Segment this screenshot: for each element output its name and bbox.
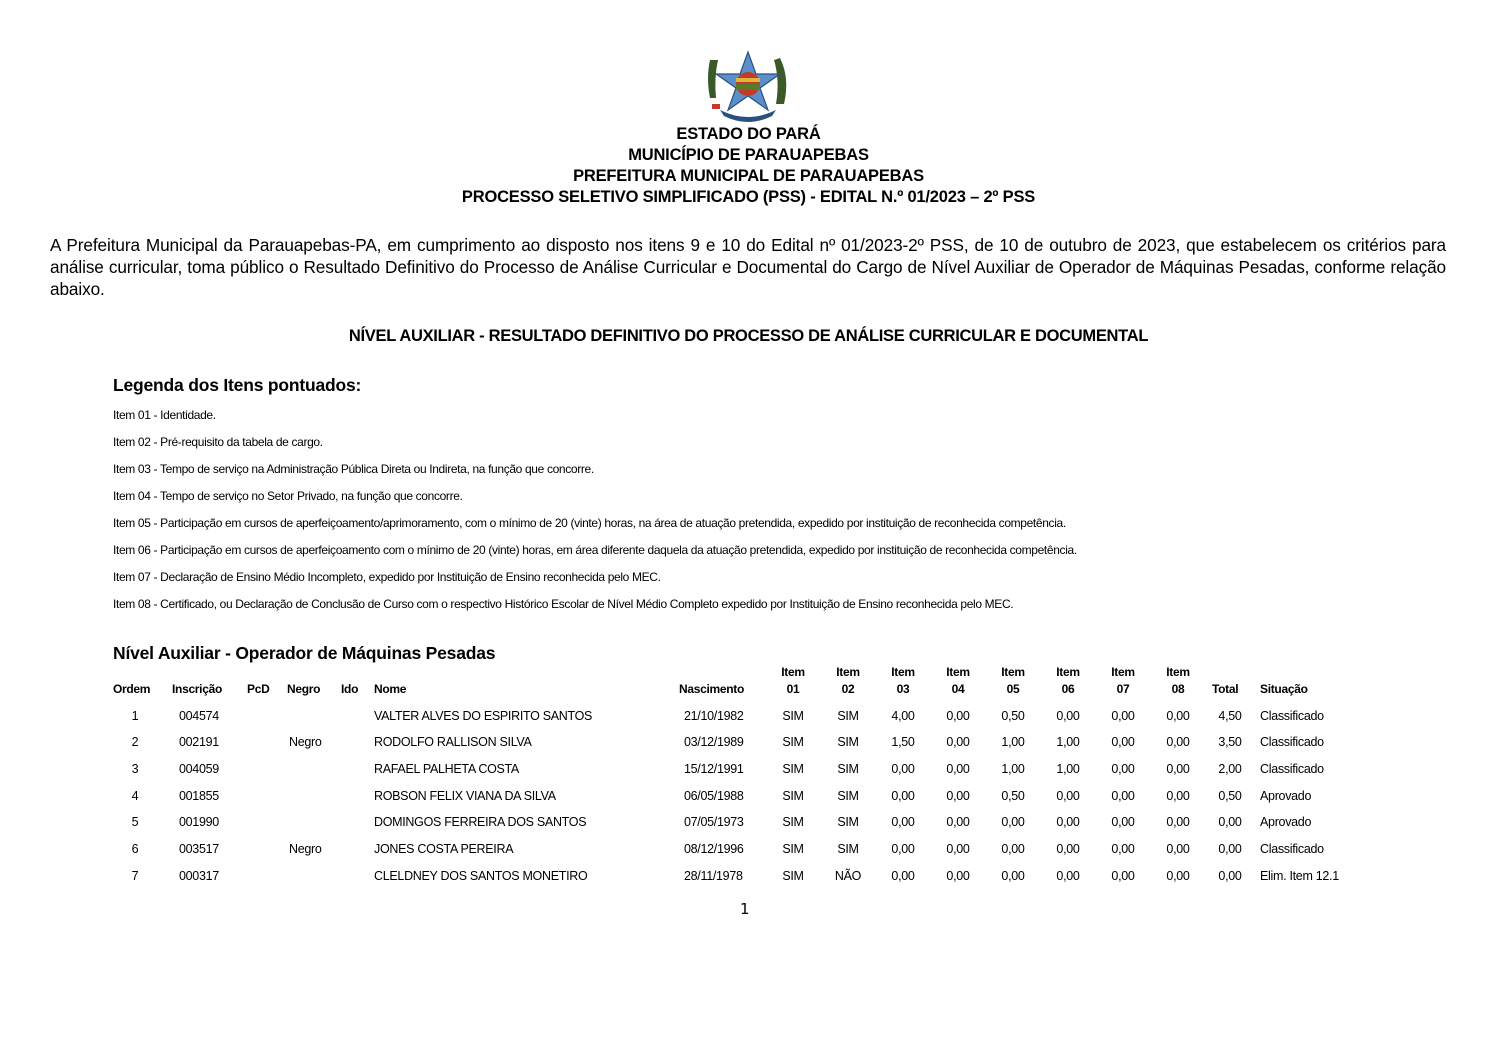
cell-ordem: 1 (131, 709, 139, 723)
cell-nascimento: 07/05/1973 (684, 815, 744, 829)
intro-paragraph: A Prefeitura Municipal da Parauapebas-PA, em cumprimento ao disposto nos itens 9 e 10 do Edital nº 01/2023-2º PSS, de 10 de outubro de 2023, que estabelecem os critérios para análise curricular, toma público o Resultado Definitivo do Processo de Análise Curricular e Documental do Cargo de Nível Auxiliar de Operador de Máquinas Pesadas, conforme relação abaixo. (50, 235, 1446, 299)
cell-item-score: SIM (837, 735, 859, 749)
col-header-nome: Nome (374, 682, 407, 696)
col-header-item-label: Item (1166, 665, 1190, 679)
cell-item-score: 0,00 (891, 869, 915, 883)
cell-item-score: SIM (837, 709, 859, 723)
cell-nome: DOMINGOS FERREIRA DOS SANTOS (374, 815, 587, 829)
col-header-ordem: Ordem (113, 682, 151, 696)
cell-total: 0,50 (1218, 789, 1242, 803)
cell-item-score: 0,00 (946, 815, 970, 829)
col-header-item-number: 06 (1061, 682, 1075, 696)
cell-situacao: Elim. Item 12.1 (1260, 869, 1339, 883)
cell-total: 0,00 (1218, 815, 1242, 829)
legend-item: Item 04 - Tempo de serviço no Setor Privado, na função que concorre. (113, 489, 463, 503)
cell-nascimento: 06/05/1988 (684, 789, 744, 803)
cell-item-score: 1,00 (1056, 762, 1080, 776)
cell-nascimento: 21/10/1982 (684, 709, 744, 723)
col-header-item-number: 04 (951, 682, 965, 696)
col-header-item-number: 08 (1171, 682, 1185, 696)
cell-item-score: 0,00 (891, 762, 915, 776)
cell-item-score: 0,00 (1166, 789, 1190, 803)
col-header-item-label: Item (836, 665, 860, 679)
cell-item-score: SIM (782, 735, 804, 749)
legend-item: Item 06 - Participação em cursos de aperfeiçoamento com o mínimo de 20 (vinte) horas, em área diferente daquela da atuação pretendida, expedido por instituição de reconhecida competência. (113, 543, 1077, 557)
cell-ordem: 7 (131, 869, 139, 883)
cell-item-score: 0,00 (1166, 815, 1190, 829)
cell-item-score: SIM (782, 815, 804, 829)
col-header-negro: Negro (287, 682, 321, 696)
cell-negro: Negro (289, 842, 322, 856)
legend-item: Item 01 - Identidade. (113, 408, 216, 422)
legend-item: Item 05 - Participação em cursos de aperfeiçoamento/aprimoramento, com o mínimo de 20 (vinte) horas, na área de atuação pretendida, expedido por instituição de reconhecida competência. (113, 516, 1066, 530)
col-header-item-number: 05 (1006, 682, 1020, 696)
cell-total: 0,00 (1218, 869, 1242, 883)
header-state: ESTADO DO PARÁ (676, 125, 821, 143)
cell-item-score: 0,00 (1111, 842, 1135, 856)
col-header-pcd: PcD (247, 682, 270, 696)
cell-item-score: SIM (782, 762, 804, 776)
table-title: Nível Auxiliar - Operador de Máquinas Pesadas (113, 643, 496, 663)
cell-item-score: 0,00 (891, 842, 915, 856)
cell-item-score: 0,00 (946, 869, 970, 883)
col-header-item-number: 03 (896, 682, 910, 696)
document-header (0, 124, 1497, 208)
cell-item-score: 1,00 (1001, 735, 1025, 749)
cell-item-score: 0,00 (1001, 815, 1025, 829)
cell-item-score: SIM (837, 789, 859, 803)
municipal-coat-of-arms (700, 48, 796, 126)
cell-item-score: SIM (837, 762, 859, 776)
cell-inscricao: 000317 (179, 869, 219, 883)
cell-item-score: 0,00 (1056, 869, 1080, 883)
cell-item-score: 0,00 (1056, 815, 1080, 829)
cell-item-score: SIM (782, 709, 804, 723)
cell-ordem: 5 (131, 815, 139, 829)
cell-item-score: SIM (782, 869, 804, 883)
cell-item-score: 0,00 (946, 735, 970, 749)
legend-title: Legenda dos Itens pontuados: (113, 375, 362, 395)
cell-situacao: Aprovado (1260, 789, 1312, 803)
cell-item-score: 0,00 (1111, 815, 1135, 829)
cell-nascimento: 15/12/1991 (684, 762, 744, 776)
cell-negro: Negro (289, 735, 322, 749)
cell-situacao: Aprovado (1260, 815, 1312, 829)
cell-situacao: Classificado (1260, 735, 1324, 749)
cell-item-score: SIM (837, 815, 859, 829)
legend-item: Item 03 - Tempo de serviço na Administração Pública Direta ou Indireta, na função que concorre. (113, 462, 594, 476)
cell-item-score: 0,00 (1166, 709, 1190, 723)
cell-nome: RAFAEL PALHETA COSTA (374, 762, 519, 776)
cell-item-score: 1,00 (1001, 762, 1025, 776)
cell-inscricao: 001855 (179, 789, 219, 803)
left-tree-icon (708, 60, 718, 98)
header-process: PROCESSO SELETIVO SIMPLIFICADO (PSS) - EDITAL N.º 01/2023 – 2º PSS (461, 188, 1036, 206)
cell-situacao: Classificado (1260, 709, 1324, 723)
legend-item: Item 08 - Certificado, ou Declaração de Conclusão de Curso com o respectivo Histórico Escolar de Nível Médio Completo expedido por Instituição de Ensino reconhecida pelo MEC. (113, 597, 1014, 611)
cell-item-score: 0,00 (946, 789, 970, 803)
col-header-item-number: 02 (841, 682, 855, 696)
cell-item-score: 0,00 (1166, 842, 1190, 856)
legend-item: Item 07 - Declaração de Ensino Médio Incompleto, expedido por Instituição de Ensino reconhecida pelo MEC. (113, 570, 661, 584)
cell-ordem: 4 (131, 789, 139, 803)
cell-nome: RODOLFO RALLISON SILVA (374, 735, 532, 749)
cell-situacao: Classificado (1260, 842, 1324, 856)
page-number: 1 (740, 900, 750, 918)
cell-item-score: SIM (782, 842, 804, 856)
cell-item-score: 0,00 (946, 709, 970, 723)
cell-item-score: 0,00 (1111, 762, 1135, 776)
right-tree-icon (774, 58, 786, 104)
col-header-item-label: Item (1111, 665, 1135, 679)
legend-item: Item 02 - Pré-requisito da tabela de cargo. (113, 435, 323, 449)
banner-ribbon (720, 110, 776, 122)
col-header-item-label: Item (946, 665, 970, 679)
cell-item-score: 0,00 (946, 762, 970, 776)
cell-item-score: 0,50 (1001, 709, 1025, 723)
cell-item-score: 1,50 (891, 735, 915, 749)
cell-nome: CLELDNEY DOS SANTOS MONETIRO (374, 869, 588, 883)
cell-inscricao: 002191 (179, 735, 219, 749)
cell-item-score: 0,00 (1056, 842, 1080, 856)
cell-item-score: 0,00 (1056, 789, 1080, 803)
cell-inscricao: 004059 (179, 762, 219, 776)
col-header-situacao: Situação (1260, 682, 1308, 696)
col-header-item-number: 01 (786, 682, 800, 696)
cell-item-score: 0,00 (1001, 869, 1025, 883)
cell-item-score: 0,00 (946, 842, 970, 856)
cell-item-score: 1,00 (1056, 735, 1080, 749)
col-header-nascimento: Nascimento (679, 682, 745, 696)
cell-total: 3,50 (1218, 735, 1242, 749)
col-header-item-label: Item (891, 665, 915, 679)
cell-item-score: SIM (782, 789, 804, 803)
cell-item-score: 0,00 (1111, 709, 1135, 723)
cell-nome: JONES COSTA PEREIRA (374, 842, 514, 856)
cell-nome: VALTER ALVES DO ESPIRITO SANTOS (374, 709, 593, 723)
cell-item-score: 0,50 (1001, 789, 1025, 803)
col-header-inscricao: Inscrição (172, 682, 222, 696)
cell-item-score: 0,00 (1001, 842, 1025, 856)
cell-item-score: 0,00 (891, 789, 915, 803)
cell-ordem: 6 (131, 842, 139, 856)
cell-total: 0,00 (1218, 842, 1242, 856)
section-title: NÍVEL AUXILIAR - RESULTADO DEFINITIVO DO PROCESSO DE ANÁLISE CURRICULAR E DOCUMENTAL (348, 327, 1149, 345)
cell-nascimento: 08/12/1996 (684, 842, 744, 856)
cell-item-score: 0,00 (1166, 762, 1190, 776)
cell-item-score: 0,00 (1111, 735, 1135, 749)
cell-item-score: 0,00 (891, 815, 915, 829)
cell-nascimento: 28/11/1978 (684, 869, 743, 883)
col-header-item-label: Item (1056, 665, 1080, 679)
col-header-ido: Ido (341, 682, 359, 696)
header-municipality: MUNICÍPIO DE PARAUAPEBAS (628, 146, 869, 164)
cell-item-score: 4,00 (891, 709, 915, 723)
cell-item-score: 0,00 (1056, 709, 1080, 723)
cell-ordem: 2 (131, 735, 139, 749)
cell-item-score: 0,00 (1166, 869, 1190, 883)
cell-item-score: 0,00 (1111, 869, 1135, 883)
cell-inscricao: 001990 (179, 815, 219, 829)
col-header-item-label: Item (1001, 665, 1025, 679)
cell-situacao: Classificado (1260, 762, 1324, 776)
cell-item-score: 0,00 (1166, 735, 1190, 749)
header-prefecture: PREFEITURA MUNICIPAL DE PARAUAPEBAS (573, 167, 924, 185)
cell-inscricao: 004574 (179, 709, 219, 723)
cell-nascimento: 03/12/1989 (684, 735, 744, 749)
cell-total: 2,00 (1218, 762, 1242, 776)
col-header-item-number: 07 (1116, 682, 1130, 696)
cell-total: 4,50 (1218, 709, 1242, 723)
cell-nome: ROBSON FELIX VIANA DA SILVA (374, 789, 556, 803)
col-header-item-label: Item (781, 665, 805, 679)
cell-item-score: NÃO (834, 869, 862, 883)
cell-inscricao: 003517 (179, 842, 219, 856)
cell-ordem: 3 (131, 762, 139, 776)
cell-item-score: 0,00 (1111, 789, 1135, 803)
col-header-total: Total (1212, 682, 1239, 696)
cell-item-score: SIM (837, 842, 859, 856)
